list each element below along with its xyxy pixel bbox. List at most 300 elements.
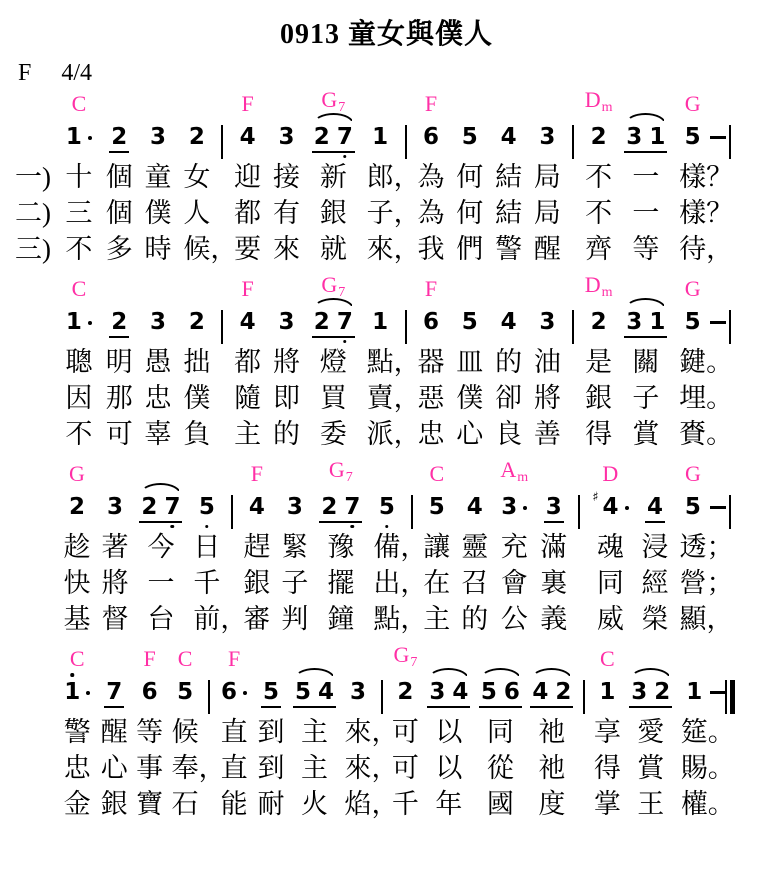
note-column bbox=[528, 89, 567, 269]
lyric-syllable: 不 bbox=[65, 234, 93, 264]
lyric-cell bbox=[712, 418, 724, 454]
note-column bbox=[100, 274, 139, 454]
chord-label bbox=[178, 648, 193, 670]
note-cell bbox=[411, 485, 413, 531]
lyric-syllable: 點， bbox=[366, 347, 421, 377]
chord-label bbox=[425, 93, 437, 115]
chord-cell bbox=[144, 644, 156, 670]
lyric-cell bbox=[139, 233, 178, 269]
barline bbox=[208, 680, 210, 714]
chord-subscript: 7 bbox=[338, 285, 346, 300]
lyric-cell bbox=[361, 233, 421, 269]
note-group bbox=[629, 680, 672, 708]
lyric-cell bbox=[216, 346, 228, 382]
lyric-cell bbox=[58, 752, 96, 788]
lyric-syllable: 銀 bbox=[585, 383, 613, 413]
chord-root: G bbox=[328, 457, 345, 482]
lyric-cell bbox=[567, 233, 579, 269]
bar-column bbox=[216, 274, 228, 454]
lyric-syllable: 到 bbox=[257, 753, 285, 783]
chord-cell bbox=[242, 274, 254, 300]
lyric-syllable: 來， bbox=[344, 753, 399, 783]
lyric-cell bbox=[228, 197, 267, 233]
lyric-syllable: 火 bbox=[300, 789, 328, 819]
note-group bbox=[175, 680, 195, 706]
note-digit: 3 bbox=[626, 124, 643, 150]
lyric-cell bbox=[677, 788, 735, 824]
lyric-cell bbox=[489, 346, 528, 382]
lyric-cell bbox=[573, 567, 585, 603]
lyric-syllable: 督 bbox=[101, 604, 129, 634]
lyric-cell bbox=[712, 382, 724, 418]
lyric-syllable: 愛 bbox=[637, 717, 665, 747]
note-column bbox=[636, 459, 674, 639]
lyric-cell bbox=[494, 567, 535, 603]
lyric-cell bbox=[450, 382, 489, 418]
lyric-syllable: 新 bbox=[319, 162, 347, 192]
lyric-cell bbox=[228, 346, 267, 382]
lyric-cell bbox=[188, 531, 226, 567]
note-digit: 4 bbox=[532, 679, 549, 705]
lyric-syllable: 主 bbox=[423, 604, 451, 634]
dash-column bbox=[712, 274, 724, 454]
lyric-syllable: 滿 bbox=[540, 532, 568, 562]
lyric-syllable: 國 bbox=[486, 789, 514, 819]
lyric-cell bbox=[96, 603, 134, 639]
note-group bbox=[479, 680, 522, 708]
lyric-syllable: 可 bbox=[105, 419, 133, 449]
note-group bbox=[261, 680, 281, 708]
bar-column bbox=[724, 644, 736, 824]
note-group bbox=[683, 495, 703, 521]
chord-root: G bbox=[684, 91, 701, 116]
sharp-accidental: ♯ bbox=[592, 490, 599, 505]
note-group bbox=[319, 495, 362, 523]
lyric-cell bbox=[475, 716, 526, 752]
lyric-cell bbox=[314, 603, 368, 639]
note-group bbox=[465, 495, 485, 521]
lyric-cell bbox=[450, 233, 489, 269]
lyric-cell bbox=[58, 531, 96, 567]
lyric-cell bbox=[618, 233, 673, 269]
lyric-cell bbox=[712, 233, 724, 269]
lyric-cell bbox=[228, 161, 267, 197]
dash-column bbox=[712, 89, 724, 269]
note-cell bbox=[589, 115, 609, 161]
lyric-syllable: 的 bbox=[272, 419, 300, 449]
note-cell bbox=[597, 670, 617, 716]
note-cell bbox=[729, 300, 731, 346]
note-digit: 1 bbox=[372, 309, 389, 335]
lyric-cell bbox=[450, 197, 489, 233]
tie-arc bbox=[625, 298, 666, 309]
note-digit: 1 bbox=[599, 679, 616, 705]
chord-label bbox=[321, 274, 345, 300]
lyric-cell bbox=[567, 197, 579, 233]
verse-number: 三) bbox=[15, 234, 51, 264]
lyric-cell bbox=[376, 788, 388, 824]
lyric-syllable: 心 bbox=[456, 419, 484, 449]
note-group bbox=[139, 495, 182, 523]
bar-column bbox=[400, 274, 412, 454]
note-column bbox=[267, 274, 306, 454]
note-column bbox=[215, 644, 253, 824]
note-group bbox=[684, 680, 704, 706]
lyric-cell bbox=[423, 716, 474, 752]
lyric-cell bbox=[226, 567, 238, 603]
tie-arc bbox=[625, 113, 666, 124]
lyric-cell bbox=[400, 346, 412, 382]
lyric-syllable: 日 bbox=[193, 532, 221, 562]
lyric-cell bbox=[450, 161, 489, 197]
lyric-cell bbox=[712, 716, 724, 752]
lyric-syllable: 賣， bbox=[366, 383, 421, 413]
lyric-syllable: 靈 bbox=[461, 532, 489, 562]
lyric-syllable: 關 bbox=[632, 347, 660, 377]
note-cell bbox=[238, 115, 258, 161]
lyric-syllable: 警 bbox=[495, 234, 523, 264]
lyric-cell bbox=[567, 418, 579, 454]
lyric-cell bbox=[400, 197, 412, 233]
lyric-syllable: 同 bbox=[486, 717, 514, 747]
lyric-syllable: 們 bbox=[456, 234, 484, 264]
lyric-syllable: 鍵。 bbox=[679, 347, 734, 377]
note-group bbox=[421, 125, 441, 151]
note-cell bbox=[62, 670, 92, 716]
lyric-syllable: 直 bbox=[220, 753, 248, 783]
lyric-syllable: 將 bbox=[272, 347, 300, 377]
lyric-cell bbox=[361, 197, 421, 233]
lyric-cell bbox=[412, 161, 451, 197]
barline-thick bbox=[730, 680, 735, 714]
note-cell bbox=[683, 300, 703, 346]
note-digit: 2 bbox=[111, 124, 128, 150]
lyric-syllable: 辜 bbox=[144, 419, 172, 449]
lyric-syllable: 台 bbox=[147, 604, 175, 634]
chord-cell bbox=[685, 274, 701, 300]
note-cell bbox=[427, 670, 470, 716]
lyric-syllable: 十 bbox=[65, 162, 93, 192]
lyric-syllable: 著 bbox=[101, 532, 129, 562]
lyric-syllable: 度 bbox=[538, 789, 566, 819]
bar-column bbox=[203, 644, 215, 824]
note-column bbox=[188, 459, 248, 639]
lyric-cell bbox=[177, 382, 216, 418]
note-group bbox=[148, 310, 168, 336]
lyric-cell bbox=[489, 233, 528, 269]
lyric-cell bbox=[400, 233, 412, 269]
lyric-cell bbox=[618, 197, 673, 233]
barline bbox=[381, 680, 383, 714]
lyric-cell bbox=[412, 233, 451, 269]
note-digit: 4 bbox=[452, 679, 469, 705]
lyric-cell bbox=[132, 752, 167, 788]
note-group bbox=[148, 125, 168, 151]
chord-cell bbox=[228, 644, 240, 670]
chord-cell bbox=[425, 89, 437, 115]
note-column bbox=[618, 89, 673, 269]
lyric-cell bbox=[567, 346, 579, 382]
lyric-syllable: 王 bbox=[637, 789, 665, 819]
chord-root: G bbox=[684, 461, 701, 486]
note-column bbox=[58, 89, 100, 269]
lyric-cell bbox=[100, 382, 139, 418]
note-digit: 4 bbox=[500, 124, 517, 150]
lyric-syllable: 賞 bbox=[632, 419, 660, 449]
lyric-cell bbox=[712, 161, 724, 197]
note-digit: 4 bbox=[248, 494, 265, 520]
note-cell bbox=[370, 300, 390, 346]
music-systems bbox=[0, 89, 773, 824]
lyric-cell bbox=[58, 788, 96, 824]
note-group bbox=[64, 125, 94, 151]
lyric-syllable: 不 bbox=[65, 419, 93, 449]
lyric-syllable: 的 bbox=[495, 347, 523, 377]
lyric-cell bbox=[276, 531, 314, 567]
lyric-syllable: 寶 bbox=[136, 789, 164, 819]
lyric-cell bbox=[376, 716, 388, 752]
lyric-syllable: 營； bbox=[679, 568, 734, 598]
lyric-cell bbox=[567, 161, 579, 197]
music-system bbox=[58, 459, 736, 639]
lyric-syllable: 多 bbox=[105, 234, 133, 264]
note-cell bbox=[247, 485, 267, 531]
chord-label bbox=[685, 278, 701, 300]
chord-root: D bbox=[584, 87, 601, 112]
lyric-syllable: 燈 bbox=[319, 347, 347, 377]
note-group bbox=[624, 125, 667, 153]
system-grid bbox=[58, 274, 736, 454]
note-digit: 3 bbox=[539, 124, 556, 150]
lyric-syllable: 充 bbox=[500, 532, 528, 562]
lyric-cell bbox=[226, 603, 238, 639]
lyric-cell bbox=[618, 418, 673, 454]
note-cell bbox=[187, 115, 207, 161]
lyric-cell bbox=[216, 418, 228, 454]
note-column bbox=[677, 644, 735, 824]
chord-cell bbox=[585, 89, 613, 115]
lyric-cell bbox=[267, 161, 306, 197]
bar-column bbox=[400, 89, 412, 269]
barline bbox=[221, 310, 223, 344]
bar-column bbox=[567, 274, 579, 454]
tie-arc bbox=[428, 668, 469, 679]
lyric-cell bbox=[203, 788, 215, 824]
lyric-cell bbox=[267, 418, 306, 454]
note-cell bbox=[319, 485, 362, 531]
note-column bbox=[450, 89, 489, 269]
note-cell bbox=[460, 300, 480, 346]
lyric-syllable: 來， bbox=[344, 717, 399, 747]
lyric-cell bbox=[585, 603, 636, 639]
note-digit: 3 bbox=[501, 494, 518, 520]
lyric-syllable: 個 bbox=[105, 198, 133, 228]
note-group bbox=[109, 310, 129, 338]
note-group bbox=[348, 680, 368, 706]
barline bbox=[405, 310, 407, 344]
note-cell bbox=[460, 115, 480, 161]
lyric-cell bbox=[673, 418, 734, 454]
lyric-syllable: 得 bbox=[593, 753, 621, 783]
note-digit: 7 bbox=[336, 124, 353, 150]
note-cell bbox=[370, 115, 390, 161]
lyric-syllable: 豫 bbox=[327, 532, 355, 562]
note-cell bbox=[729, 485, 731, 531]
lyric-cell bbox=[674, 603, 734, 639]
chord-root: G bbox=[69, 461, 85, 486]
lyric-syllable: 拙 bbox=[183, 347, 211, 377]
note-cell bbox=[105, 485, 125, 531]
chord-root: G bbox=[684, 276, 701, 301]
note-digit: 3 bbox=[150, 309, 167, 335]
note-column bbox=[134, 459, 188, 639]
note-cell bbox=[405, 115, 407, 161]
note-cell bbox=[589, 300, 609, 346]
note-column bbox=[528, 274, 567, 454]
lyric-cell bbox=[423, 752, 474, 788]
note-cell bbox=[64, 300, 94, 346]
chord-label bbox=[685, 463, 701, 485]
lyric-syllable: 子， bbox=[366, 198, 421, 228]
lyric-syllable: 人 bbox=[183, 198, 211, 228]
lyric-cell bbox=[400, 161, 412, 197]
lyric-cell bbox=[58, 197, 100, 233]
note-cell bbox=[276, 300, 296, 346]
barline bbox=[572, 125, 574, 159]
chord-subscript: m bbox=[601, 285, 613, 300]
note-digit: 4 bbox=[466, 494, 483, 520]
note-cell bbox=[221, 300, 223, 346]
note-cell bbox=[312, 300, 355, 346]
lyric-cell bbox=[134, 567, 188, 603]
note-group bbox=[312, 125, 355, 153]
chord-cell bbox=[602, 459, 618, 485]
lyric-cell bbox=[712, 567, 724, 603]
lyric-cell bbox=[724, 531, 736, 567]
system-grid bbox=[58, 644, 736, 824]
lyric-syllable: 女 bbox=[183, 162, 211, 192]
lyric-cell bbox=[215, 752, 253, 788]
note-column bbox=[361, 89, 421, 269]
note-cell bbox=[221, 115, 223, 161]
lyric-syllable: 顯， bbox=[679, 604, 734, 634]
lyric-syllable: 能 bbox=[220, 789, 248, 819]
note-column bbox=[535, 459, 573, 639]
note-column bbox=[167, 644, 226, 824]
note-column bbox=[412, 89, 451, 269]
lyric-syllable: 石 bbox=[171, 789, 199, 819]
chord-cell bbox=[242, 89, 254, 115]
note-cell bbox=[395, 670, 415, 716]
lyric-cell bbox=[489, 197, 528, 233]
lyric-cell bbox=[368, 531, 428, 567]
lyric-cell bbox=[100, 197, 139, 233]
note-cell bbox=[231, 485, 233, 531]
chord-root: G bbox=[321, 272, 338, 297]
lyric-cell bbox=[590, 752, 625, 788]
lyric-cell bbox=[238, 531, 276, 567]
lyric-syllable: 器 bbox=[417, 347, 445, 377]
lyric-syllable: 主 bbox=[300, 753, 328, 783]
chord-label bbox=[251, 463, 263, 485]
note-cell bbox=[381, 670, 383, 716]
lyric-syllable: 判 bbox=[281, 604, 309, 634]
lyric-syllable: 三 bbox=[65, 198, 93, 228]
note-digit: 6 bbox=[503, 679, 520, 705]
chord-root: F bbox=[424, 91, 438, 116]
duration-dot bbox=[86, 691, 90, 695]
lyric-cell bbox=[100, 346, 139, 382]
note-cell bbox=[348, 670, 368, 716]
lyric-cell bbox=[58, 567, 96, 603]
lyric-cell bbox=[712, 752, 724, 788]
chord-root: G bbox=[393, 642, 410, 667]
note-group bbox=[67, 495, 87, 521]
lyric-syllable: 埋。 bbox=[679, 383, 734, 413]
note-column bbox=[132, 644, 167, 824]
dash-column bbox=[712, 459, 724, 639]
lyric-cell bbox=[578, 788, 590, 824]
chord-cell bbox=[69, 459, 85, 485]
lyric-cell bbox=[673, 382, 734, 418]
lyric-cell bbox=[677, 752, 735, 788]
note-group bbox=[105, 495, 125, 521]
verse-number: 二) bbox=[15, 198, 51, 228]
note-digit: 2 bbox=[68, 494, 85, 520]
note-column bbox=[674, 459, 734, 639]
lyric-syllable: 銀 bbox=[319, 198, 347, 228]
note-digit: 1 bbox=[65, 124, 82, 150]
chord-cell bbox=[178, 644, 193, 670]
note-column bbox=[58, 274, 100, 454]
lyric-cell bbox=[340, 752, 399, 788]
duration-dot bbox=[88, 136, 92, 140]
lyric-syllable: 基 bbox=[63, 604, 91, 634]
note-cell bbox=[219, 670, 249, 716]
chord-cell bbox=[600, 644, 615, 670]
note-digit: 4 bbox=[500, 309, 517, 335]
note-cell bbox=[67, 485, 87, 531]
bar-column bbox=[406, 459, 418, 639]
lyric-syllable: 負 bbox=[183, 419, 211, 449]
note-digit: 7 bbox=[336, 309, 353, 335]
lyric-syllable: 皿 bbox=[456, 347, 484, 377]
lyric-syllable: 卻 bbox=[495, 383, 523, 413]
note-digit: 2 bbox=[590, 309, 607, 335]
lyric-cell bbox=[412, 382, 451, 418]
note-digit: 3 bbox=[286, 494, 303, 520]
lyric-syllable: 讓 bbox=[423, 532, 451, 562]
lyric-cell bbox=[253, 716, 288, 752]
note-digit: 2 bbox=[397, 679, 414, 705]
note-column bbox=[625, 644, 676, 824]
note-digit: 1 bbox=[64, 679, 81, 705]
note-digit: 2 bbox=[111, 309, 128, 335]
note-digit: 7 bbox=[164, 494, 181, 520]
chord-label bbox=[585, 89, 613, 115]
lyric-syllable: 是 bbox=[585, 347, 613, 377]
note-group bbox=[589, 310, 609, 336]
note-digit: 2 bbox=[321, 494, 338, 520]
lyric-syllable: 義 bbox=[540, 604, 568, 634]
lyric-cell bbox=[314, 567, 368, 603]
note-group bbox=[312, 310, 355, 338]
lyric-syllable: 童 bbox=[144, 162, 172, 192]
lyric-cell bbox=[412, 197, 451, 233]
note-cell bbox=[578, 485, 580, 531]
lyric-syllable: 同 bbox=[596, 568, 624, 598]
chord-root: A bbox=[500, 457, 517, 482]
